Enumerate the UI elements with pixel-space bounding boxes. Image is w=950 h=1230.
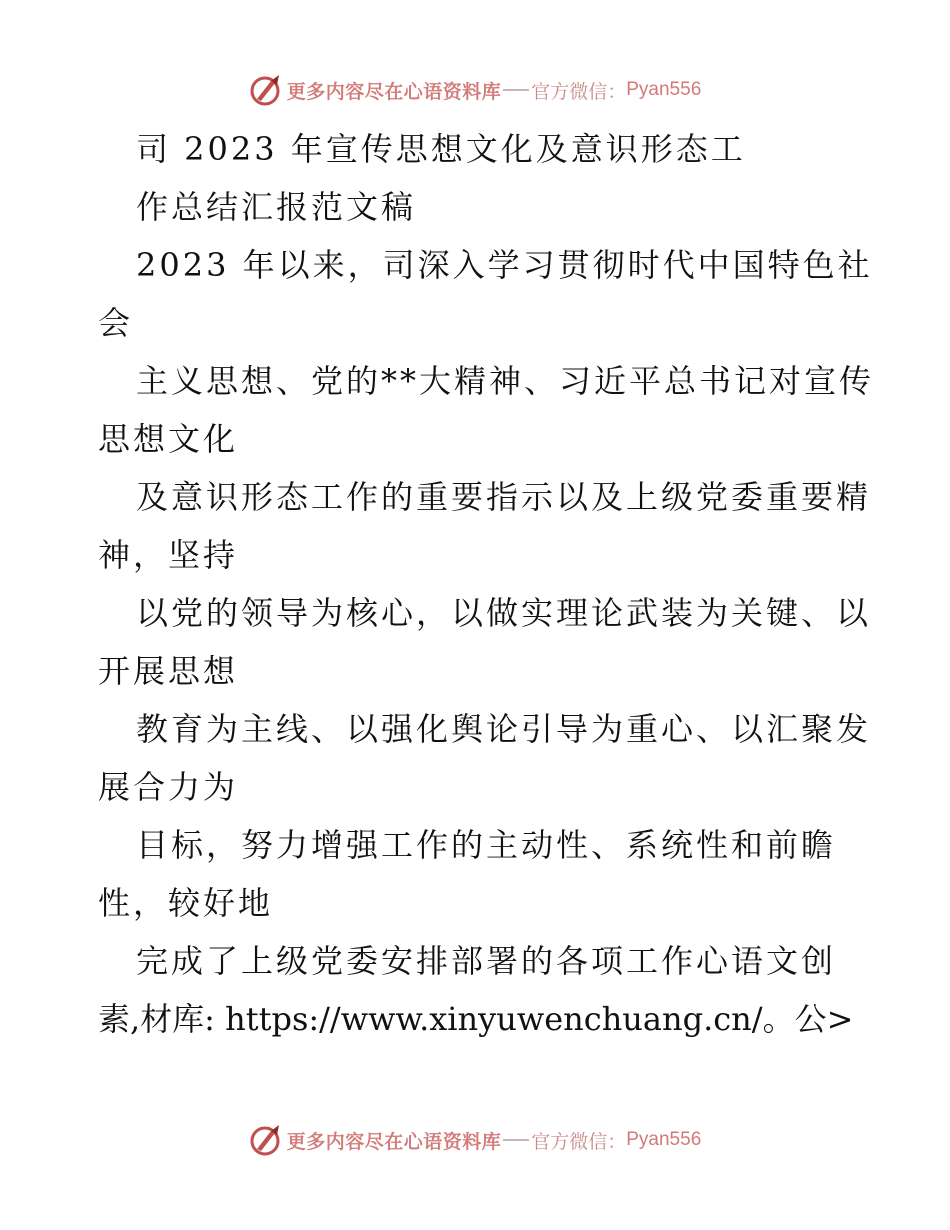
paragraph-line: 主义思想、党的**大精神、习近平总书记对宣传 bbox=[136, 362, 875, 400]
paragraph-line: 2023 年以来，司深入学习贯彻时代中国特色社 bbox=[136, 246, 873, 284]
header-banner bbox=[0, 70, 950, 110]
banner-slogan: 更多内容尽在心语资料库 bbox=[286, 80, 502, 103]
paragraph-line: 神，坚持 bbox=[98, 536, 239, 574]
banner-dash bbox=[503, 89, 529, 91]
paragraph-line: 完成了上级党委安排部署的各项工作心语文创 bbox=[136, 942, 837, 980]
paragraph-line: 以党的领导为核心，以做实理论武装为关键、以 bbox=[136, 594, 872, 632]
title-line-2: 作总结汇报范文稿 bbox=[136, 188, 417, 226]
banner-wechat-label: 官方微信： bbox=[531, 80, 627, 103]
source-url-line: 素,材库: https://www.xinyuwenchuang.cn/。公> bbox=[98, 1000, 854, 1038]
banner-account: Pyan556 bbox=[626, 79, 702, 100]
footer-banner bbox=[0, 1120, 950, 1160]
paragraph-line: 教育为主线、以强化舆论引导为重心、以汇聚发 bbox=[136, 710, 872, 748]
paragraph-line: 及意识形态工作的重要指示以及上级党委重要精 bbox=[136, 478, 872, 516]
banner-dash bbox=[503, 1139, 529, 1141]
paragraph-line: 会 bbox=[98, 304, 134, 342]
paragraph-line: 开展思想 bbox=[98, 652, 239, 690]
paragraph-line: 展合力为 bbox=[98, 768, 239, 806]
banner-wechat-label: 官方微信： bbox=[531, 1130, 627, 1153]
title-line-1: 司 2023 年宣传思想文化及意识形态工 bbox=[136, 130, 746, 168]
banner-account: Pyan556 bbox=[626, 1129, 702, 1150]
paragraph-line: 性，较好地 bbox=[98, 884, 274, 922]
paragraph-line: 目标，努力增强工作的主动性、系统性和前瞻 bbox=[136, 826, 837, 864]
banner-slogan: 更多内容尽在心语资料库 bbox=[286, 1130, 502, 1153]
quill-logo-icon bbox=[249, 73, 283, 107]
paragraph-line: 思想文化 bbox=[98, 420, 239, 458]
document-body bbox=[98, 120, 875, 1048]
quill-logo-icon bbox=[249, 1123, 283, 1157]
